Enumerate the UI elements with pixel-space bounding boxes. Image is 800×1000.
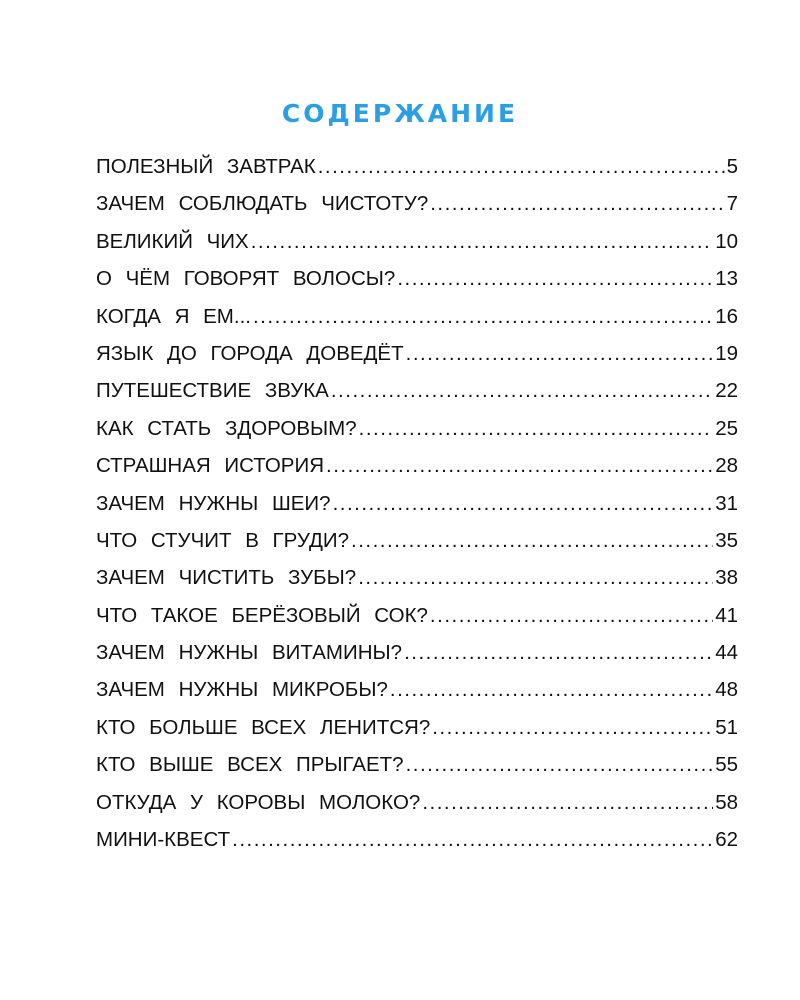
- toc-entry[interactable]: [96, 671, 738, 708]
- toc-entry-title: ЗАЧЕМ ЧИСТИТЬ ЗУБЫ?: [96, 566, 357, 590]
- toc-entry-title: СТРАШНАЯ ИСТОРИЯ: [96, 454, 325, 478]
- toc-leader-dots: [397, 260, 713, 297]
- toc-entry[interactable]: [96, 709, 738, 746]
- toc-leader-dots: [326, 447, 713, 484]
- toc-leader-dots: [422, 784, 713, 821]
- toc-leader-dots: [406, 746, 714, 783]
- toc-entry-title: КОГДА Я ЕМ...: [96, 304, 251, 328]
- toc-entry-page: 31: [715, 491, 738, 515]
- toc-leader-dots: [351, 522, 713, 559]
- toc-entry[interactable]: [96, 148, 738, 185]
- toc-entry[interactable]: [96, 485, 738, 522]
- toc-leader-dots: [333, 485, 714, 522]
- toc-entry-page: 44: [715, 641, 738, 665]
- toc-entry-title: КТО ВЫШЕ ВСЕХ ПРЫГАЕТ?: [96, 753, 404, 777]
- toc-entry-title: ЗАЧЕМ НУЖНЫ ВИТАМИНЫ?: [96, 641, 403, 665]
- toc-entry-page: 28: [715, 454, 738, 478]
- toc-entry-page: 38: [715, 566, 738, 590]
- toc-leader-dots: [253, 298, 713, 335]
- toc-leader-dots: [406, 335, 714, 372]
- toc-leader-dots: [359, 410, 714, 447]
- toc-entry[interactable]: [96, 298, 738, 335]
- toc-entry[interactable]: [96, 372, 738, 409]
- toc-entry-page: 48: [715, 678, 738, 702]
- page-title: СОДЕРЖАНИЕ: [281, 98, 519, 128]
- toc-entry[interactable]: [96, 447, 738, 484]
- toc-entry-page: 16: [715, 304, 738, 328]
- toc-entry[interactable]: [96, 410, 738, 447]
- toc-entry-page: 5: [726, 155, 738, 178]
- toc-entry-title: МИНИ-КВЕСТ: [96, 828, 231, 852]
- toc-leader-dots: [390, 671, 713, 708]
- toc-entry-title: КАК СТАТЬ ЗДОРОВЫМ?: [96, 416, 357, 440]
- toc-entry-page: 35: [715, 528, 738, 552]
- toc-leader-dots: [318, 148, 725, 185]
- toc-entry-page: 13: [715, 267, 738, 291]
- toc-entry-page: 19: [715, 341, 738, 365]
- toc-leader-dots: [432, 709, 713, 746]
- toc-entry[interactable]: [96, 260, 738, 297]
- toc-entry-page: 25: [715, 416, 738, 440]
- toc-entry-title: ПОЛЕЗНЫЙ ЗАВТРАК: [96, 155, 316, 178]
- toc-entry[interactable]: [96, 634, 738, 671]
- toc-leader-dots: [251, 223, 713, 260]
- toc-entry[interactable]: [96, 821, 738, 858]
- toc-entry[interactable]: [96, 185, 738, 222]
- toc-entry-title: ЗАЧЕМ НУЖНЫ ШЕИ?: [96, 491, 331, 515]
- toc-entry[interactable]: [96, 746, 738, 783]
- toc-entry[interactable]: [96, 559, 738, 596]
- toc-entry-page: 22: [715, 379, 738, 403]
- toc-entry[interactable]: [96, 522, 738, 559]
- toc-entry-title: ОТКУДА У КОРОВЫ МОЛОКО?: [96, 790, 421, 814]
- toc-entry[interactable]: [96, 784, 738, 821]
- toc-leader-dots: [232, 821, 713, 858]
- toc-entry-title: ПУТЕШЕСТВИЕ ЗВУКА: [96, 379, 329, 403]
- toc-leader-dots: [430, 185, 724, 222]
- toc-leader-dots: [331, 372, 713, 409]
- toc-entry[interactable]: [96, 597, 738, 634]
- toc-entry-page: 41: [715, 603, 738, 627]
- toc-leader-dots: [404, 634, 713, 671]
- toc-entry-title: ЗАЧЕМ НУЖНЫ МИКРОБЫ?: [96, 678, 388, 702]
- toc-entry-page: 62: [715, 828, 738, 852]
- toc-entry[interactable]: [96, 223, 738, 260]
- toc-leader-dots: [430, 597, 713, 634]
- toc-entry-page: 58: [715, 790, 738, 814]
- toc-entry-title: ВЕЛИКИЙ ЧИХ: [96, 229, 249, 253]
- table-of-contents: [96, 148, 738, 858]
- toc-entry-title: КТО БОЛЬШЕ ВСЕХ ЛЕНИТСЯ?: [96, 715, 431, 739]
- toc-entry-title: ЯЗЫК ДО ГОРОДА ДОВЕДЁТ: [96, 341, 404, 365]
- toc-leader-dots: [358, 559, 713, 596]
- toc-entry-page: 10: [715, 229, 738, 253]
- toc-entry-page: 7: [726, 192, 738, 216]
- toc-entry-page: 55: [715, 753, 738, 777]
- toc-entry-title: О ЧЁМ ГОВОРЯТ ВОЛОСЫ?: [96, 267, 396, 291]
- toc-entry-title: ЧТО ТАКОЕ БЕРЁЗОВЫЙ СОК?: [96, 603, 428, 627]
- toc-entry[interactable]: [96, 335, 738, 372]
- toc-entry-page: 51: [715, 715, 738, 739]
- toc-entry-title: ЗАЧЕМ СОБЛЮДАТЬ ЧИСТОТУ?: [96, 192, 429, 216]
- toc-entry-title: ЧТО СТУЧИТ В ГРУДИ?: [96, 528, 350, 552]
